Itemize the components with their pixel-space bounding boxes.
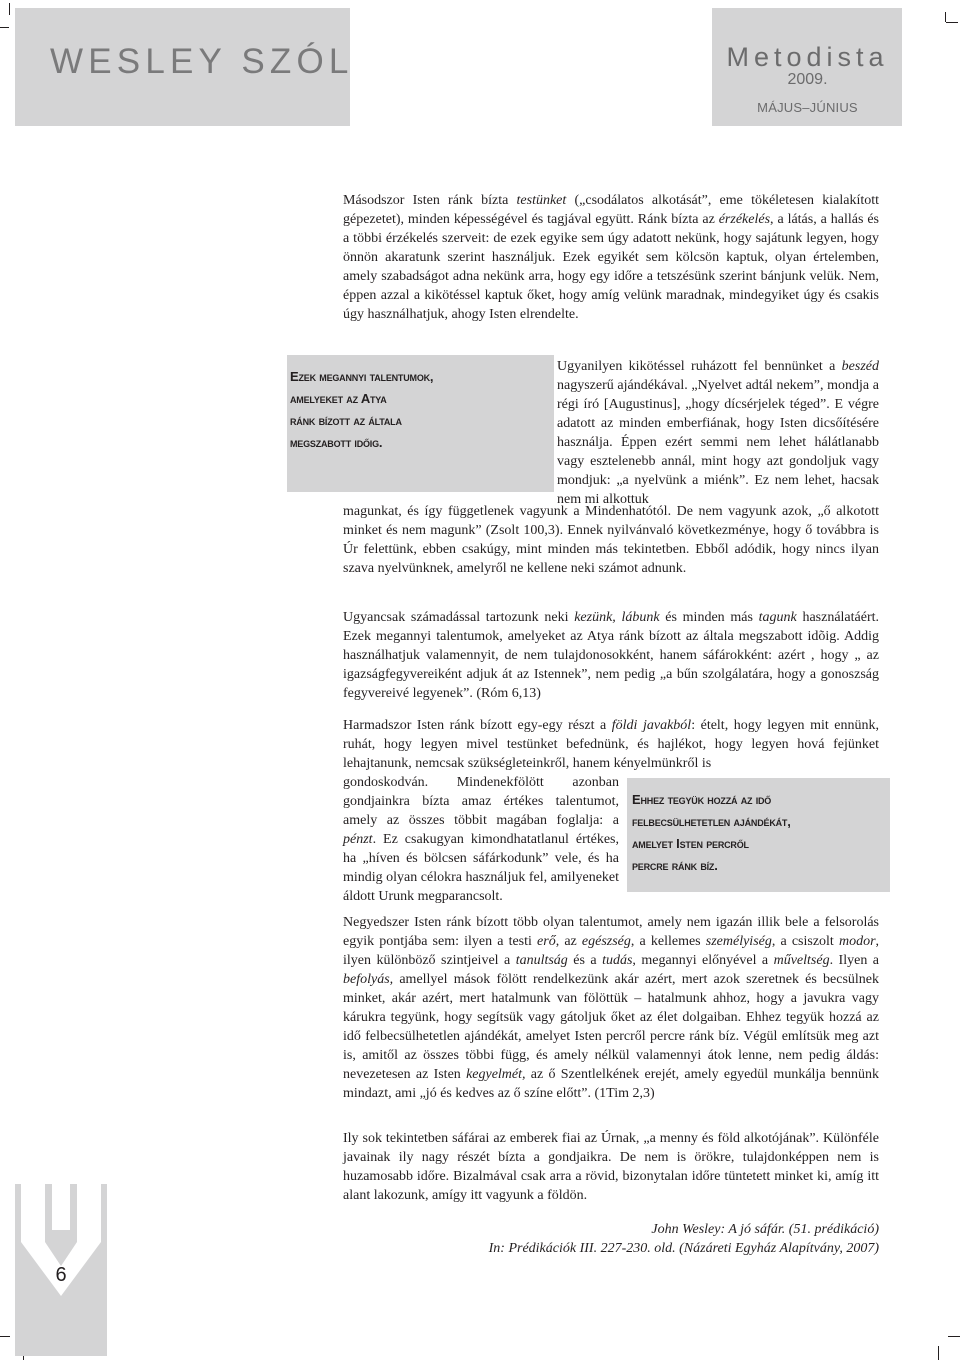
text-emphasis: pénzt <box>343 832 373 847</box>
text-run: nagyszerű ajándékával. „Nyelvet adtál nekem”, mondja a régi író [Augustinus], „hogy dícsérjelek téged”. E végre adatott az minden emberfiának, hogy Isten dicsőítésére használja. Éppen ezért semmi nem lehet hálátlanabb vagy esztelenebb annál, mint hogy azt gondoljuk vagy mondjuk: „a nyelvünk a miénk”. Ez nem lehet, hacsak nem mi alkottuk <box>557 378 879 507</box>
citation-line-2: In: Prédikációk III. 227-230. old. (Názáreti Egyház Alapítvány, 2007) <box>488 1241 879 1256</box>
text-run: amellyel mások fölött rendelkezünk akár azért, mert azok szeretnek és becsülnek minket, akár azért, mert hatalmunk van fölöttük – hatalmunk ahhoz, hogy a javukra vagy kárukra tegyünk, hogy segítsük vagy gátoljuk őket az élet dolgaiban. Ehhez tegyük hozzá az idő felbecsülhetetlen ajándékát, amelyet Isten percről percre ránk bíz. Végül említsük meg azt is, amitől az összes többi függ, és amely nélkül valamennyi átok lenne, nem pedig áldás: nevezetesen az Isten <box>343 972 879 1082</box>
text-run: . Ilyen a <box>829 953 879 968</box>
pull-quote-1 <box>290 366 552 454</box>
text-emphasis: befolyás, <box>343 972 394 987</box>
text-emphasis: érzékelés <box>718 212 771 227</box>
text-run: , a látás, a hallás és a többi érzékelés szerveit: de ezek egyike sem úgy adatott nekünk, hogy sajátunk legyen, hogy önnön akaratunk szerint használjuk. Ezek egyikét sem kölcsön kaptuk, olyan értelemben, amely szabadságot adna nekünk arra, hogy egy időre a tetszésünk szerint bánjunk velük. Nem, éppen azzal a kikötéssel kaptuk őket, hogy amíg velünk maradnak, mindegyiket úgy és csakis úgy használhatjuk, ahogy Isten elrendelte. <box>343 212 879 322</box>
paragraph-4-left-column <box>343 773 619 906</box>
paragraph-6: Ily sok tekintetben sáfárai az emberek fiai az Úrnak, „a menny és föld alkotójának”. Különféle javainak ily nagy részét bízta a gondjaikra. De nem is örökre, tulajdonképpen nem is huzamosabb időre. Bizalmával csak arra a rövid, bizonytalan időre tüntetett minket ki, amíg itt alant lakozunk, amígy itt vagyunk a földön. <box>343 1131 879 1203</box>
text-run: használatáért. Ezek megannyi talentumok, amelyeket az Atya ránk bízott az általa megszabott idõig. Addig használhatjuk valamennyit, de nem tulajdonosokként, hanem sáfárokként: azért , hogy „ az igazságfegyvereiként adjuk át az Istennek”, nem pedig „a bűn szolgálatára, hogy a gonoszság fegyvereivé legyenek”. (Róm 6,13) <box>343 610 879 701</box>
crop-mark-top-right-v <box>945 12 946 22</box>
text-emphasis: tagunk <box>758 610 797 625</box>
pull-quote-line: Ezek megannyi talentumok, <box>290 369 434 384</box>
pull-quote-line: ránk bízott az általa <box>290 413 402 428</box>
text-run: . Ez csakugyan kimondhatatlanul értékes, ha „híven és bölcsen sáfárkodunk” vele, és ha mindig olyan célokra használjuk fel, amilyeneket áldott Urunk megparancsolt. <box>343 832 620 904</box>
text-run: gondoskodván. Mindenekfölött azonban gondjainkra bízta amaz értékes talentumot, amely az összes többit magában foglalja: a <box>343 775 619 828</box>
pull-quote-line: percre ránk bíz. <box>632 858 718 873</box>
paragraph-4 <box>343 716 879 773</box>
text-run: , az <box>555 934 582 949</box>
text-emphasis: modor <box>838 934 876 949</box>
crop-mark-bottom-left-h <box>0 1336 10 1337</box>
text-run: : ételt, hogy legyen mit ennünk, ruhát, hogy legyen mivel testünket befednünk, és hajlékot, hogy legyen hová fejünket lehajtanunk, nemcsak szükségleteinkről, hanem kényelmünkről is <box>343 718 879 771</box>
paragraph-2-continuation: magunkat, és így függetlenek vagyunk a Mindenhatótól. De nem vagyunk azok, „ő alkotott minket és nem magunk” (Zsolt 100,3). Ennek nyilvánvaló következménye, hogy ő továbbra is Úr felettünk, ebben csakúgy, mint minden más tekintetben. Ebből adódik, hogy nincs ilyan szava nyelvünknek, amelyről ne kellene neki számot adnunk. <box>343 504 879 576</box>
pull-quote-line: amelyet Isten percről <box>632 836 749 851</box>
text-emphasis: testünket <box>516 193 567 208</box>
text-run: az ő Szentlelkének erejét, amely egyedül munkálja bennünk mindazt, ami „jó és kedves az ő színe előtt”. (1Tim 2,3) <box>343 1067 880 1101</box>
text-emphasis: földi javakból <box>611 718 692 733</box>
magazine-title: Metodista <box>726 42 889 72</box>
issue-months: MÁJUS–JÚNIUS <box>757 100 858 115</box>
text-run: („csodálatos alkotását”, eme tökéletesen kialakított gépezetet), minden képességével és tagjával együtt. Ránk bízta az <box>343 193 879 227</box>
paragraph-3 <box>343 608 879 703</box>
text-run: Ugyanilyen kikötéssel ruházott fel bennünket a <box>557 359 842 374</box>
text-emphasis: személyiség <box>705 934 772 949</box>
text-run: , megannyi előnyével a <box>632 953 774 968</box>
citation <box>343 1220 879 1258</box>
text-emphasis: tanultság <box>515 953 568 968</box>
text-emphasis: műveltség <box>773 953 830 968</box>
pull-quote-line: megszabott időig. <box>290 435 383 450</box>
text-run: Negyedszer Isten ránk bízott több olyan talentumot, amely nem igazán illik bele a felsorolás egyik pontjába sem: ilyen a testi <box>343 915 879 949</box>
pull-quote-2 <box>632 789 888 877</box>
paragraph-2-right-column <box>557 357 879 509</box>
text-run: Ugyancsak számadással tartozunk neki <box>343 610 575 625</box>
cross-logo-bar-right <box>77 1184 101 1242</box>
page-number: 6 <box>55 1264 67 1286</box>
text-emphasis: egészség <box>581 934 631 949</box>
citation-line-1: John Wesley: A jó sáfár. (51. prédikáció) <box>651 1222 879 1237</box>
crop-mark-bottom-right-h <box>948 1336 960 1337</box>
text-run: Másodszor Isten ránk bízta <box>343 193 517 208</box>
crop-mark-top-left-v <box>9 3 10 15</box>
text-run: , a kellemes <box>630 934 706 949</box>
paragraph-1 <box>343 191 879 324</box>
text-emphasis: tudás <box>602 953 633 968</box>
text-emphasis: beszéd <box>841 359 879 374</box>
pull-quote-line: felbecsülhetetlen ajándékát, <box>632 814 791 829</box>
cross-logo-bar-center <box>52 1184 70 1230</box>
pull-quote-line: amelyeket az Atya <box>290 391 387 406</box>
section-title: WESLEY SZÓL <box>50 42 354 81</box>
pull-quote-line: Ehhez tegyük hozzá az idő <box>632 792 772 807</box>
cross-logo-bar-left <box>21 1184 45 1242</box>
text-emphasis: kegyelmét, <box>466 1067 526 1082</box>
crop-mark-top-left-h <box>0 27 9 28</box>
text-run: , a csiszolt <box>771 934 839 949</box>
issue-year: 2009. <box>787 71 828 88</box>
text-run: Harmadszor Isten ránk bízott egy-egy részt a <box>343 718 612 733</box>
crop-mark-bottom-right-v <box>938 1346 939 1360</box>
text-run: és a <box>567 953 603 968</box>
text-run: és minden más <box>659 610 759 625</box>
text-run: , ilyen különböző szintjeivel a <box>343 934 880 968</box>
text-emphasis: erő <box>537 934 556 949</box>
text-emphasis: kezünk, lábunk <box>574 610 660 625</box>
crop-mark-top-right-h <box>946 22 958 23</box>
paragraph-5 <box>343 913 879 1103</box>
